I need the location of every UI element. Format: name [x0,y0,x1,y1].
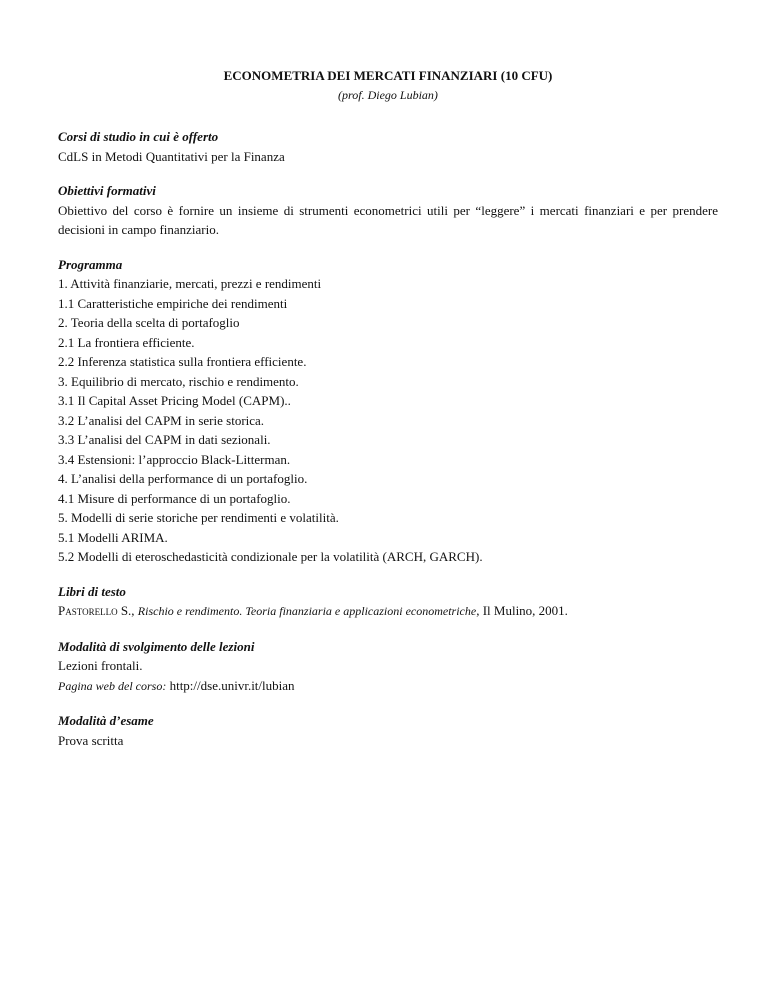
libri-reference [58,601,718,622]
section-modalita-lezioni [58,637,718,697]
programma-item: 5. Modelli di serie storiche per rendimenti e volatilità. [58,510,339,525]
programma-item: 2.2 Inferenza statistica sulla frontiera efficiente. [58,354,307,369]
web-page-label: Pagina web del corso: [58,678,167,693]
programma-item: 3.2 L’analisi del CAPM in serie storica. [58,412,265,428]
programma-item: 5.2 Modelli di eteroschedasticità condizionale per la volatilità (ARCH, GARCH). [58,549,483,564]
lezioni-text: Lezioni frontali. [58,658,143,673]
book-author: Pastorello S., [58,603,135,618]
section-modalita-esame [58,711,718,750]
section-corsi [58,127,718,166]
esame-text: Prova scritta [58,732,124,748]
course-title: ECONOMETRIA DEI MERCATI FINANZIARI (10 CFU) [223,68,553,83]
section-programma [58,255,718,567]
section-heading-corsi: Corsi di studio in cui è offerto [58,129,219,144]
programma-item: 1.1 Caratteristiche empiriche dei rendimenti [58,295,288,311]
programma-item: 3. Equilibrio di mercato, rischio e rendimento. [58,373,299,389]
corsi-text: CdLS in Metodi Quantitativi per la Finanza [58,148,285,164]
document-page [58,66,718,765]
section-heading-modalita-lezioni: Modalità di svolgimento delle lezioni [58,638,255,654]
book-publisher: , Il Mulino, 2001. [476,603,568,618]
section-heading-libri: Libri di testo [58,583,126,599]
programma-list [58,274,718,567]
book-title: Rischio e rendimento. Teoria finanziaria e applicazioni econometriche [137,604,477,618]
web-page-url: http://dse.univr.it/lubian [166,677,295,693]
programma-item: 3.4 Estensioni: l’approccio Black-Litterman. [58,451,291,467]
programma-item: 2. Teoria della scelta di portafoglio [58,315,240,330]
obiettivi-text: Obiettivo del corso è fornire un insieme di strumenti econometrici utili per “leggere” i mercati finanziari e per prendere decisioni in campo finanziario. [58,202,718,237]
programma-item: 5.1 Modelli ARIMA. [58,529,168,545]
programma-item: 4. L’analisi della performance di un portafoglio. [58,471,308,486]
programma-item: 3.3 L’analisi del CAPM in dati sezionali. [58,432,271,447]
programma-item: 2.1 La frontiera efficiente. [58,334,195,350]
section-heading-modalita-esame: Modalità d’esame [58,713,154,728]
programma-item: 1. Attività finanziarie, mercati, prezzi e rendimenti [58,276,322,291]
web-page-line [58,676,718,697]
programma-item: 3.1 Il Capital Asset Pricing Model (CAPM).. [58,393,291,408]
course-professor: (prof. Diego Lubian) [338,87,438,102]
section-heading-obiettivi: Obiettivi formativi [58,183,156,198]
programma-item: 4.1 Misure di performance di un portafoglio. [58,490,291,506]
section-obiettivi [58,181,718,240]
section-libri [58,582,718,622]
section-heading-programma: Programma [58,256,123,272]
